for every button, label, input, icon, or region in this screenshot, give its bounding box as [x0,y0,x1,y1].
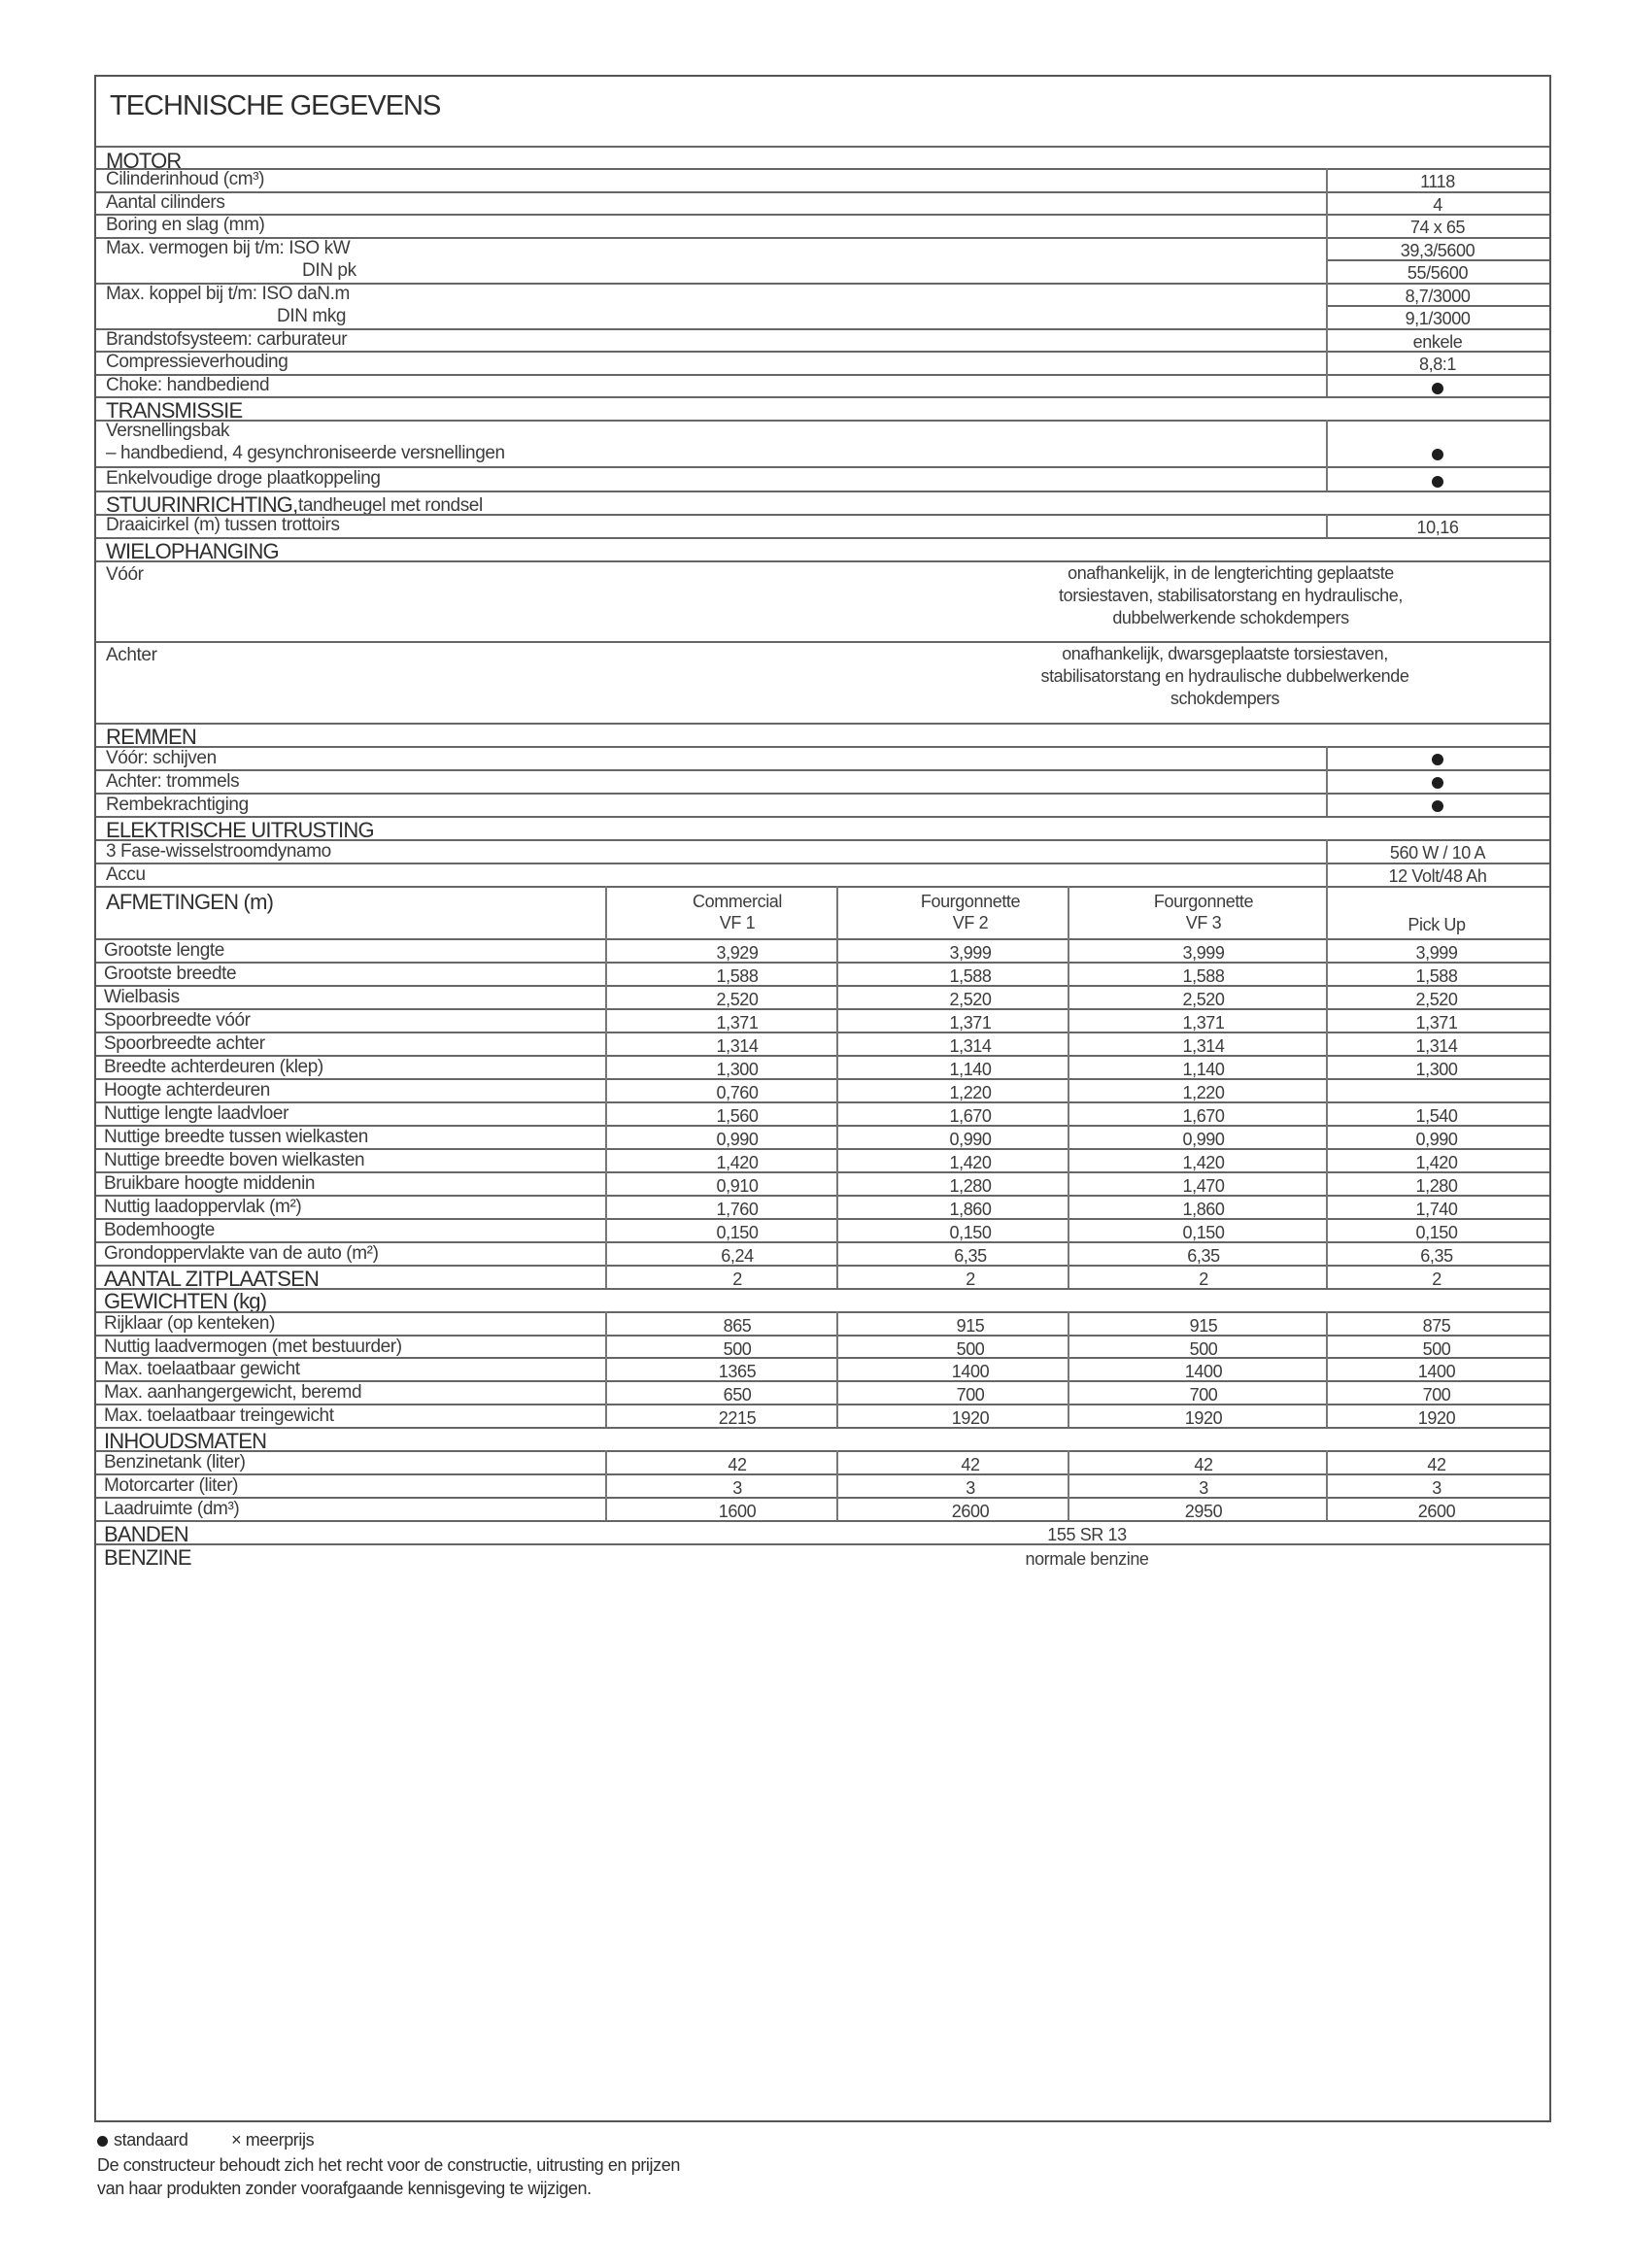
capacity-value: 3 [966,1477,975,1498]
dimension-value: 0,150 [716,1223,759,1242]
spec-sheet [94,75,1551,2122]
row-divider [96,1311,1549,1313]
row-divider [96,1195,1549,1197]
section-wielophanging: WIELOPHANGING [106,539,279,563]
standard-dot-icon [1432,476,1443,488]
standard-dot-icon [1432,754,1443,765]
weight-label: Rijklaar (op kenteken) [104,1313,276,1334]
spec-value: 39,3/5600 [1400,240,1475,260]
dimension-value: 1,280 [949,1176,992,1196]
row-divider [96,1450,1549,1452]
column-divider [605,1311,607,1427]
capacity-label: Laadruimte (dm³) [104,1498,240,1519]
dimension-value: 2,520 [1182,990,1225,1009]
column-divider [605,1450,607,1520]
column-header: Commercial [692,892,783,911]
row-divider [96,214,1549,216]
dimension-value: 1,420 [1415,1153,1458,1172]
capacity-value: 42 [961,1454,980,1474]
column-divider [1326,746,1328,816]
dimension-value: 1,140 [949,1060,992,1079]
dimension-value: 1,860 [1182,1200,1225,1219]
weight-label: Max. aanhangergewicht, beremd [104,1382,362,1404]
row-divider [96,746,1549,748]
section-gewichten: GEWICHTEN (kg) [104,1289,267,1313]
column-divider [605,886,607,1288]
section-inhoudsmaten: INHOUDSMATEN [104,1428,267,1453]
weight-value: 1400 [1417,1362,1456,1382]
spec-label: 3 Fase-wisselstroomdynamo [106,841,331,862]
weight-value: 865 [723,1316,752,1336]
dimension-value: 1,420 [1182,1153,1225,1172]
capacity-value: 3 [1432,1477,1441,1498]
dimension-value: 6,35 [1187,1246,1220,1266]
column-divider [836,886,838,1288]
weight-value: 700 [1189,1385,1218,1405]
capacity-label: Benzinetank (liter) [104,1451,246,1473]
weight-value: 1920 [1417,1407,1456,1428]
spec-value: 9,1/3000 [1405,309,1471,328]
dimension-value: 3,999 [1415,943,1458,963]
row-divider [96,1101,1549,1103]
row-divider [96,1218,1549,1220]
column-header: Fourgonnette [1153,892,1254,911]
capacity-value: 42 [728,1454,747,1474]
row-divider [96,1032,1549,1033]
column-divider [836,1311,838,1427]
weight-label: Nuttig laadvermogen (met bestuurder) [104,1336,402,1357]
spec-description: onafhankelijk, in de lengterichting geplaatste [1068,563,1394,583]
section-motor: MOTOR [106,149,182,173]
spec-label: Achter: trommels [106,771,240,792]
row-divider [96,723,1549,725]
dimension-value: 0,150 [949,1223,992,1242]
dimension-value: 1,314 [716,1036,759,1056]
dimension-value: 1,470 [1182,1176,1225,1196]
tyre-value: 155 SR 13 [1047,1524,1127,1544]
spec-label: Choke: handbediend [106,374,270,395]
dimension-value: 0,990 [716,1130,759,1149]
column-divider [1326,886,1328,1288]
dimension-value: 2,520 [949,990,992,1009]
column-divider [1326,420,1328,491]
dimension-label: Breedte achterdeuren (klep) [104,1057,323,1077]
dimension-value: 1,140 [1182,1060,1225,1079]
row-divider [96,491,1549,492]
row-divider [96,1288,1549,1290]
spec-label: Vóór: schijven [106,748,217,768]
weight-value: 915 [1189,1316,1218,1336]
dimension-value: 1,588 [949,966,992,986]
dimension-value: 1,540 [1415,1106,1458,1126]
dimension-value: 0,910 [716,1176,759,1196]
dimension-value: 1,588 [1415,966,1458,986]
dimension-value: 1,314 [1415,1036,1458,1056]
dimension-value: 1,760 [716,1200,759,1219]
dimension-value: 6,24 [721,1246,754,1266]
dimension-value: 1,560 [716,1106,759,1126]
dimension-value: 1,740 [1415,1200,1458,1219]
weight-value: 1400 [1184,1362,1223,1382]
spec-label: – handbediend, 4 gesynchroniseerde versnellingen [106,443,505,463]
column-divider [1068,1450,1069,1520]
seat-value: 2 [732,1269,742,1289]
weight-value: 650 [723,1385,752,1405]
dimension-value: 1,371 [716,1013,759,1032]
spec-value: 8,7/3000 [1405,286,1471,306]
row-divider [96,351,1549,353]
column-divider [1326,1311,1328,1427]
spec-label: Boring en slag (mm) [106,215,265,235]
row-divider [1326,259,1549,261]
dimension-value: 0,760 [716,1083,759,1102]
spec-label: Draaicirkel (m) tussen trottoirs [106,515,340,535]
row-divider [96,886,1549,888]
weight-value: 1365 [718,1362,757,1382]
dimension-value: 1,280 [1415,1176,1458,1196]
section-transmissie: TRANSMISSIE [106,398,243,423]
section-benzine: BENZINE [104,1544,191,1570]
column-header: VF 3 [1185,913,1222,932]
spec-label: Max. koppel bij t/m: ISO daN.m [106,283,350,304]
row-divider [96,938,1549,940]
dimension-value: 3,999 [949,943,992,963]
row-divider [96,537,1549,539]
section-banden: BANDEN [104,1521,188,1546]
row-divider [96,793,1549,795]
spec-value: 55/5600 [1407,263,1469,283]
row-divider [96,1543,1549,1545]
section-elektrische-uitrusting: ELEKTRISCHE UITRUSTING [106,818,374,842]
column-header: Pick Up [1408,915,1466,934]
row-divider [96,146,1549,148]
spec-value: 8,8:1 [1418,355,1457,374]
row-divider [96,1473,1549,1475]
column-divider [1326,839,1328,886]
weight-value: 500 [723,1338,752,1359]
spec-value: 1118 [1420,172,1455,191]
spec-label: Compressieverhouding [106,352,288,372]
row-divider [96,1357,1549,1359]
row-divider [96,1427,1549,1429]
dimension-value: 1,371 [1182,1013,1225,1032]
row-divider [96,374,1549,376]
spec-label: DIN pk [302,260,356,281]
dimension-value: 1,220 [1182,1083,1225,1102]
disclaimer-line-2: van haar produkten zonder voorafgaande kennisgeving te wijzigen. [97,2179,592,2198]
weight-value: 2215 [718,1407,757,1428]
dimension-value: 1,220 [949,1083,992,1102]
column-divider [1326,168,1328,396]
row-divider [96,1008,1549,1010]
standard-dot-icon [1432,449,1443,460]
dimension-value: 6,35 [954,1246,987,1266]
dimension-label: Bodemhoogte [104,1220,215,1240]
dimension-value: 0,990 [1415,1130,1458,1149]
spec-label: Rembekrachtiging [106,795,249,815]
dimension-label: Spoorbreedte achter [104,1033,265,1054]
weight-label: Max. toelaatbaar treingewicht [104,1405,334,1426]
spec-value: 74 x 65 [1409,218,1466,237]
dimension-value: 1,314 [949,1036,992,1056]
dimension-value: 2,520 [1415,990,1458,1009]
dimension-value: 0,990 [949,1130,992,1149]
standard-dot-icon [1432,383,1443,394]
weight-value: 1920 [1184,1407,1223,1428]
dimension-value: 1,420 [716,1153,759,1172]
spec-label: Vóór [106,564,144,585]
dimension-value: 1,670 [1182,1106,1225,1126]
spec-label: DIN mkg [277,306,347,326]
row-divider [96,1497,1549,1499]
column-header: VF 2 [952,913,989,932]
dimension-value: 3,999 [1182,943,1225,963]
capacity-value: 2600 [951,1501,990,1521]
row-divider [96,863,1549,864]
column-header: VF 1 [719,913,756,932]
dimension-label: Grootste lengte [104,940,224,961]
dimension-value: 1,300 [1415,1060,1458,1079]
fuel-value: normale benzine [1025,1548,1149,1569]
weight-value: 500 [956,1338,985,1359]
row-divider [96,769,1549,771]
capacity-value: 2600 [1417,1501,1456,1521]
spec-value: 560 W / 10 A [1389,843,1486,863]
weight-value: 700 [956,1385,985,1405]
dimension-value: 0,990 [1182,1130,1225,1149]
row-divider [96,396,1549,398]
weight-value: 1920 [951,1407,990,1428]
spec-description: torsiestaven, stabilisatorstang en hydraulische, [1058,586,1404,605]
standard-dot-icon [1432,777,1443,789]
dimension-value: 0,150 [1415,1223,1458,1242]
row-divider [96,168,1549,170]
dimension-value: 6,35 [1420,1246,1453,1266]
spec-label: Accu [106,864,146,885]
weight-value: 915 [956,1316,985,1336]
capacity-value: 1600 [718,1501,757,1521]
spec-description: stabilisatorstang en hydraulische dubbelwerkende [1040,666,1409,686]
dimension-value: 2,520 [716,990,759,1009]
spec-description: dubbelwerkende schokdempers [1112,608,1349,627]
dimension-value: 0,150 [1182,1223,1225,1242]
column-divider [1068,1311,1069,1427]
capacity-label: Motorcarter (liter) [104,1474,239,1496]
section-remmen: REMMEN [106,725,196,749]
spec-value: 4 [1433,194,1442,215]
dimension-label: Nuttige breedte boven wielkasten [104,1150,365,1170]
spec-description: schokdempers [1170,689,1280,708]
dimension-value: 1,860 [949,1200,992,1219]
capacity-value: 3 [1199,1477,1208,1498]
dimension-value: 1,670 [949,1106,992,1126]
section-afmetingen: AFMETINGEN (m) [106,890,274,914]
dimension-label: Nuttig laadoppervlak (m²) [104,1197,302,1217]
legend [97,2130,314,2150]
standard-dot-icon [97,2136,108,2147]
column-divider [1326,514,1328,537]
row-divider [96,191,1549,193]
row-divider [96,985,1549,987]
dimension-value: 3,929 [716,943,759,963]
dimension-label: Hoogte achterdeuren [104,1080,270,1100]
weight-label: Max. toelaatbaar gewicht [104,1359,300,1380]
spec-value: enkele [1412,331,1463,352]
row-divider [96,641,1549,643]
dimension-label: Spoorbreedte vóór [104,1010,251,1031]
spec-description: onafhankelijk, dwarsgeplaatste torsiestaven, [1062,644,1388,663]
dimension-label: Wielbasis [104,987,180,1007]
row-divider [96,560,1549,562]
legend-extra: × meerprijs [231,2130,315,2150]
row-divider [96,962,1549,964]
seat-value: 2 [1432,1269,1441,1289]
seat-value: 2 [966,1269,975,1289]
dimension-label: Bruikbare hoogte middenin [104,1173,316,1194]
dimension-value: 1,588 [1182,966,1225,986]
weight-value: 875 [1422,1316,1451,1336]
section-stuurinrichting: STUURINRICHTING, [106,492,298,517]
spec-label: Brandstofsysteem: carburateur [106,328,348,350]
weight-value: 1400 [951,1362,990,1382]
dimension-label: Grondoppervlakte van de auto (m²) [104,1243,379,1264]
spec-label: Achter [106,645,157,665]
spec-value: 12 Volt/48 Ah [1388,866,1487,886]
spec-label: Max. vermogen bij t/m: ISO kW [106,237,351,258]
row-divider [96,1520,1549,1522]
row-divider [1326,305,1549,307]
dimension-label: Nuttige breedte tussen wielkasten [104,1127,368,1147]
dimension-value: 1,300 [716,1060,759,1079]
legend-standard: standaard [114,2130,188,2150]
capacity-value: 42 [1194,1454,1213,1474]
row-divider [96,1078,1549,1080]
section-stuurinrichting-suffix: tandheugel met rondsel [298,495,483,516]
column-divider [1068,886,1069,1288]
spec-value: 10,16 [1416,518,1459,537]
spec-label: Cilinderinhoud (cm³) [106,169,265,189]
column-divider [836,1450,838,1520]
dimension-label: Grootste breedte [104,964,237,984]
dimension-label: Nuttige lengte laadvloer [104,1103,289,1124]
disclaimer-line-1: De constructeur behoudt zich het recht voor de constructie, uitrusting en prijzen [97,2155,680,2175]
dimension-value: 1,588 [716,966,759,986]
capacity-value: 2950 [1184,1501,1223,1521]
row-divider [96,420,1549,422]
capacity-value: 3 [732,1477,742,1498]
column-header: Fourgonnette [920,892,1021,911]
weight-value: 700 [1422,1385,1451,1405]
standard-dot-icon [1432,800,1443,812]
capacity-value: 42 [1427,1454,1446,1474]
dimension-value: 1,314 [1182,1036,1225,1056]
dimension-value: 1,371 [1415,1013,1458,1032]
spec-label: Versnellingsbak [106,421,230,441]
section-zitplaatsen: AANTAL ZITPLAATSEN [104,1267,320,1291]
column-divider [1326,1450,1328,1520]
dimension-value: 1,371 [949,1013,992,1032]
dimension-value: 1,420 [949,1153,992,1172]
weight-value: 500 [1189,1338,1218,1359]
weight-value: 500 [1422,1338,1451,1359]
seat-value: 2 [1199,1269,1208,1289]
page-title: TECHNISCHE GEGEVENS [110,90,441,121]
spec-label: Aantal cilinders [106,191,225,213]
spec-label: Enkelvoudige droge plaatkoppeling [106,468,381,489]
